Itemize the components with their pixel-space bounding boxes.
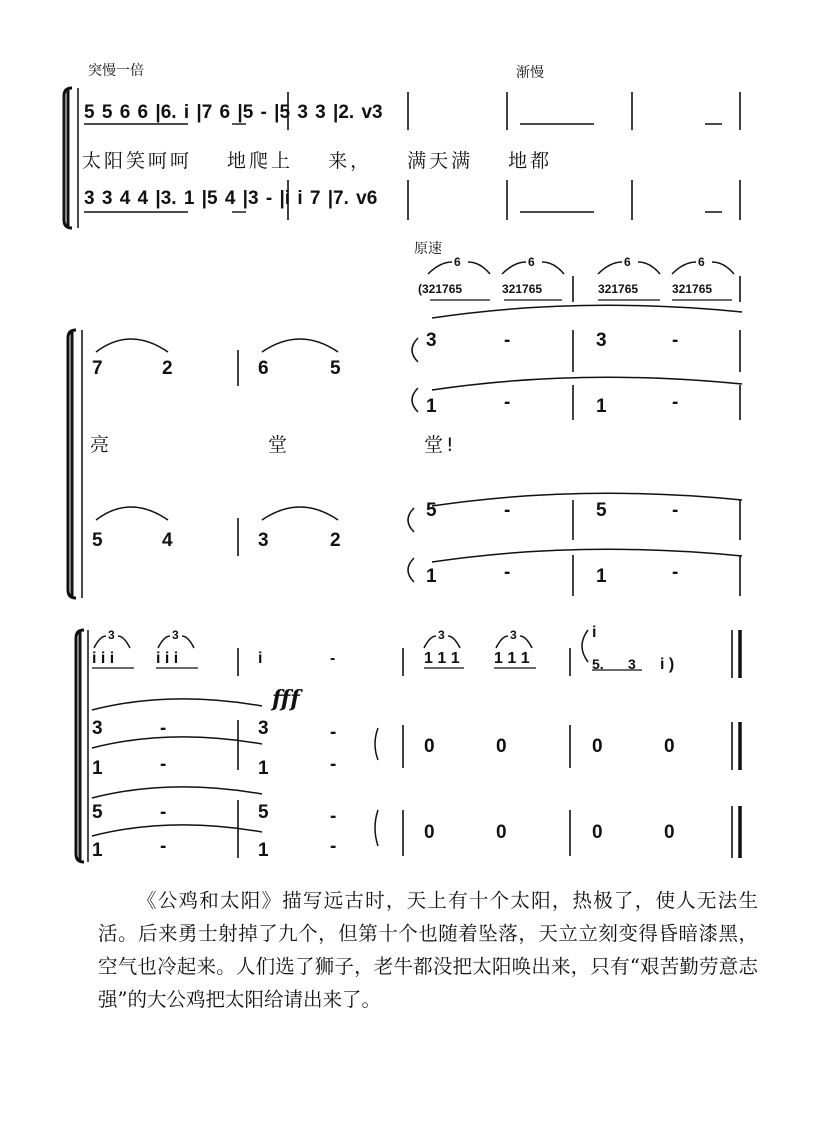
dash: -: [330, 650, 336, 667]
triplet-notes: i i i: [156, 650, 179, 667]
lyric: 亮: [90, 434, 113, 456]
chord-note: 5: [92, 802, 103, 823]
accompaniment-figure: (321765: [418, 282, 463, 296]
accompaniment-figure: 321765: [502, 282, 543, 296]
chord-note: 5: [596, 500, 607, 521]
note: 2: [162, 358, 173, 379]
chord-note: 1: [92, 758, 103, 779]
chord-dash: -: [160, 718, 167, 739]
chord-dash: -: [330, 806, 337, 827]
chord-dash: -: [504, 500, 511, 521]
chord-dash: -: [504, 392, 511, 413]
chord-note: 1: [258, 840, 269, 861]
tempo-marking-slow: 突慢一倍: [88, 63, 144, 79]
note: 7: [92, 358, 103, 379]
chord-dash: -: [160, 836, 167, 857]
rest: 0: [664, 822, 675, 843]
chord-dash: -: [672, 562, 679, 583]
tuplet-label: 6: [454, 255, 461, 269]
chord-note: 1: [426, 396, 437, 417]
chord-note: 1: [258, 758, 269, 779]
chord-dash: -: [504, 330, 511, 351]
upper-melody-line: 5 5 6 6 |6. i |7 6 |5 - |5 3 3 |2. v3: [84, 102, 383, 123]
chord-note: 1: [596, 396, 607, 417]
tuplet-label: 3: [510, 628, 517, 642]
note: 2: [330, 530, 341, 551]
chord-dash: -: [330, 836, 337, 857]
tuplet-label: 3: [172, 628, 179, 642]
tuplet-label: 6: [698, 255, 705, 269]
tuplet-label: 3: [438, 628, 445, 642]
fermata-note: i: [592, 624, 597, 641]
chord-dash: -: [330, 754, 337, 775]
lyrics-line-1: 太阳笑呵呵 地爬上 来， 满天满 地都: [82, 150, 553, 172]
note: 5: [330, 358, 341, 379]
note: 6: [258, 358, 269, 379]
note: i ): [660, 656, 675, 673]
note: 4: [162, 530, 173, 551]
triplet-notes: 1 1 1: [494, 650, 530, 667]
rest: 0: [496, 822, 507, 843]
chord-dash: -: [160, 802, 167, 823]
chord-note: 5: [426, 500, 437, 521]
chord-note: 3: [596, 330, 607, 351]
tuplet-label: 6: [624, 255, 631, 269]
chord-note: 3: [92, 718, 103, 739]
chord-note: 1: [92, 840, 103, 861]
chord-dash: -: [672, 392, 679, 413]
chord-note: 3: [426, 330, 437, 351]
triplet-notes: 1 1 1: [424, 650, 460, 667]
tempo-marking-gradual: 渐慢: [516, 65, 544, 81]
note: i: [258, 650, 263, 667]
chord-note: 1: [426, 566, 437, 587]
rest: 0: [424, 736, 435, 757]
accompaniment-figure: 321765: [598, 282, 639, 296]
fermata-rest: 0: [592, 736, 603, 757]
chord-note: 1: [596, 566, 607, 587]
chord-dash: -: [330, 722, 337, 743]
lyric: 堂!: [424, 434, 457, 456]
note: 5: [92, 530, 103, 551]
dynamic-fff: fff: [272, 686, 300, 712]
chord-dash: -: [160, 754, 167, 775]
lyric: 堂: [268, 434, 291, 456]
note: 5.: [592, 656, 604, 672]
tuplet-label: 6: [528, 255, 535, 269]
rest: 0: [424, 822, 435, 843]
description-paragraph: 《公鸡和太阳》描写远古时，天上有十个太阳，热极了，使人无法生活。后来勇士射掉了九个，但第十个也随着坠落，天立立刻变得昏暗漆黑，空气也冷起来。人们选了狮子，老牛都没把太阳唤出来，只有“艰苦勤劳意志强”的大公鸡把太阳给请出来了。: [98, 889, 758, 1011]
fermata-rest: 0: [592, 822, 603, 843]
chord-note: 3: [258, 718, 269, 739]
note: 3: [628, 656, 636, 672]
tempo-marking-original: 原速: [414, 241, 442, 257]
chord-dash: -: [672, 330, 679, 351]
tuplet-label: 3: [108, 628, 115, 642]
chord-note: 5: [258, 802, 269, 823]
rest: 0: [496, 736, 507, 757]
triplet-notes: i i i: [92, 650, 115, 667]
lower-melody-line: 3 3 4 4 |3. 1 |5 4 |3 - |i i 7 |7. v6: [84, 188, 378, 209]
accompaniment-figure: 321765: [672, 282, 713, 296]
chord-dash: -: [504, 562, 511, 583]
note: 3: [258, 530, 269, 551]
rest: 0: [664, 736, 675, 757]
chord-dash: -: [672, 500, 679, 521]
